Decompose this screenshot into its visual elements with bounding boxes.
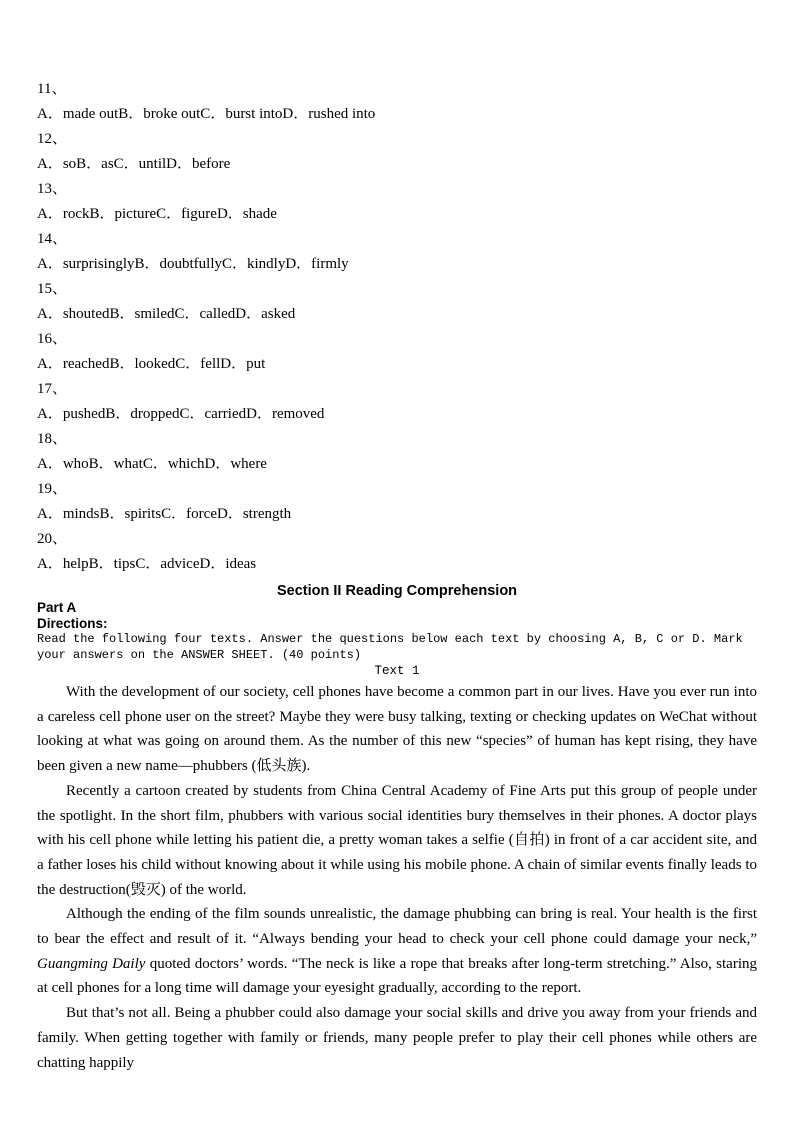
question-options: A．soB．asC．untilD．before xyxy=(37,156,231,172)
question-number: 11、 xyxy=(37,81,67,97)
question-options: A．reachedB．lookedC．fellD．put xyxy=(37,356,266,372)
question-18 xyxy=(37,427,757,477)
question-options: A．surprisinglyB．doubtfullyC．kindlyD．firmly xyxy=(37,256,349,272)
directions-label: Directions: xyxy=(37,616,108,631)
directions-text: Read the following four texts. Answer the questions below each text by choosing A, B, C or D. Mark your answers on the ANSWER SHEET. (40 points) xyxy=(37,632,743,662)
question-16 xyxy=(37,327,757,377)
question-options: A．rockB．pictureC．figureD．shade xyxy=(37,206,277,222)
passage-paragraph-4: But that’s not all. Being a phubber could also damage your social skills and drive you away from your friends and family. When getting together with family or friends, many people prefer to play their cell phones while others are chatting happily xyxy=(37,1005,757,1071)
question-14 xyxy=(37,227,757,277)
question-options: A．helpB．tipsC．adviceD．ideas xyxy=(37,556,257,572)
newspaper-name: Guangming Daily xyxy=(37,955,146,972)
text1-title: Text 1 xyxy=(374,664,420,678)
question-options: A．shoutedB．smiledC．calledD．asked xyxy=(37,306,296,322)
passage-paragraph-2: Recently a cartoon created by students from China Central Academy of Fine Arts put this group of people under the spotlight. In the short film, phubbers with various social identities bury themselves in their phones. A doctor plays with his cell phone while letting his patient die, a pretty woman takes a selfie (自拍) in front of a car accident site, and a father loses his child without knowing about it while using his mobile phone. A chain of similar events finally leads to the destruction(毁灭) of the world. xyxy=(37,782,757,898)
question-19 xyxy=(37,477,757,527)
question-number: 16、 xyxy=(37,331,68,347)
question-options: A．mindsB．spiritsC．forceD．strength xyxy=(37,506,292,522)
question-number: 14、 xyxy=(37,231,68,247)
question-options: A．whoB．whatC．whichD．where xyxy=(37,456,267,472)
passage-paragraph-1: With the development of our society, cell phones have become a common part in our lives. Have you ever run into a careless cell phone user on the street? Maybe they were busy talking, texting or checking updates on WeChat without looking at what was going on around them. As the number of this new “species” of human has kept rising, they have been given a new name—phubbers (低头族). xyxy=(37,684,757,775)
question-17 xyxy=(37,377,757,427)
question-options: A．made outB．broke outC．burst intoD．rushed into xyxy=(37,106,376,122)
section-title: Section II Reading Comprehension xyxy=(276,583,518,599)
question-number: 18、 xyxy=(37,431,68,447)
passage-paragraph-3-lead: Although the ending of the film sounds unrealistic, the damage phubbing can bring is real. Your health is the first to bear the effect and result of it. “Always bending your head to check your cell phone could damage your neck,” xyxy=(37,906,757,948)
question-number: 15、 xyxy=(37,281,68,297)
passage-paragraph-3-rest: quoted doctors’ words. “The neck is like a rope that breaks after long-term stretching.” Also, staring at cell phones for a long time will damage your eyesight gradually, according to the report. xyxy=(37,955,757,997)
question-number: 12、 xyxy=(37,131,68,147)
question-13 xyxy=(37,177,757,227)
question-11 xyxy=(37,77,757,127)
question-number: 17、 xyxy=(37,381,68,397)
question-20 xyxy=(37,527,757,577)
question-number: 20、 xyxy=(37,531,68,547)
question-15 xyxy=(37,277,757,327)
question-number: 19、 xyxy=(37,481,68,497)
question-12 xyxy=(37,127,757,177)
reading-passage xyxy=(37,680,757,1075)
question-number: 13、 xyxy=(37,181,68,197)
cloze-options-list xyxy=(37,77,757,577)
passage-paragraph-3 xyxy=(37,902,757,1001)
part-a-label: Part A xyxy=(37,600,77,615)
question-options: A．pushedB．droppedC．carriedD．removed xyxy=(37,406,325,422)
